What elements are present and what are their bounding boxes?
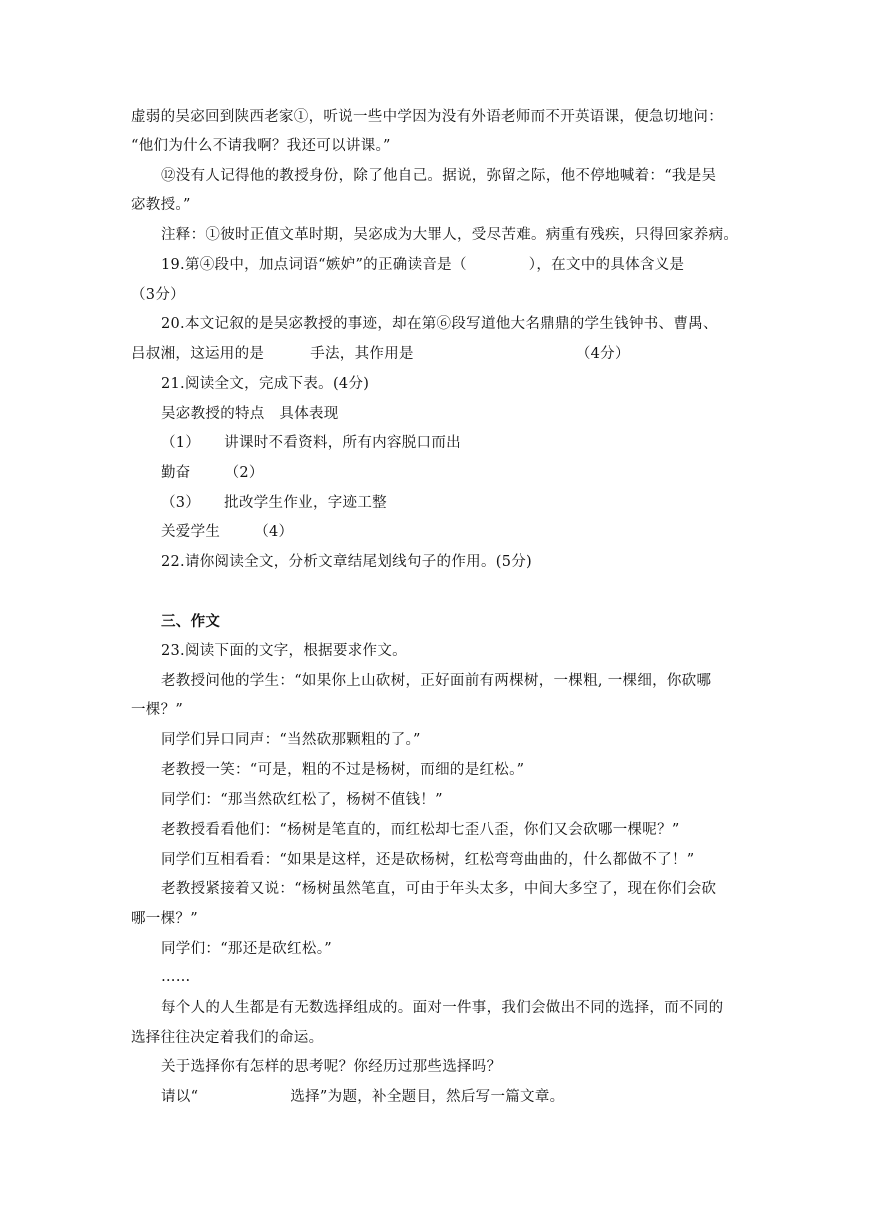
text-line: 选择往往决定着我们的命运。	[131, 1030, 324, 1046]
text-line: 同学们：“那还是砍红松。”	[161, 941, 332, 957]
annotation-note: 注释：①彼时正值文革时期，吴宓成为大罪人，受尽苦难。病重有残疾，只得回家养病。	[161, 227, 739, 243]
table-cell: 讲课时不看资料，所有内容脱口而出	[224, 435, 461, 451]
question-19-part-2: ），在文中的具体含义是	[528, 257, 685, 273]
question-21: 21.阅读全文，完成下表。(4分)	[161, 376, 370, 392]
text-line: ⑫没有人记得他的教授身份，除了他自己。据说，弥留之际，他不停地喊着：“我是吴	[161, 168, 717, 184]
text-line: 每个人的人生都是有无数选择组成的。面对一件事，我们会做出不同的选择，而不同的	[161, 1000, 724, 1016]
text-line: 宓教授。”	[131, 197, 191, 213]
question-19-part-1: 19.第④段中，加点词语“嫉妒”的正确读音是（	[161, 257, 467, 273]
text-line: 关于选择你有怎样的思考呢？你经历过那些选择吗？	[161, 1059, 502, 1075]
table-row	[161, 521, 293, 543]
text-line: 一棵？”	[131, 702, 184, 718]
table-cell: （3）	[161, 495, 201, 511]
question-20-part-3: （4分）	[575, 346, 630, 362]
question-20-cont	[131, 343, 630, 365]
table-cell: 关爱学生	[161, 524, 221, 540]
question-20: 20.本文记叙的是吴宓教授的事迹，却在第⑥段写道他大名鼎鼎的学生钱钟书、曹禺、	[161, 316, 718, 332]
text-line: 同学们异口同声：“当然砍那颗粗的了。”	[161, 732, 421, 748]
essay-prompt	[161, 1086, 564, 1108]
question-20-part-1: 吕叔湘，这运用的是	[131, 346, 265, 362]
text-line: 老教授看看他们：“杨树是笔直的，而红松却七歪八歪，你们又会砍哪一棵呢？”	[161, 822, 680, 838]
question-23: 23.阅读下面的文字，根据要求作文。	[161, 643, 407, 659]
question-20-part-2: 手法，其作用是	[310, 346, 414, 362]
text-line: 老教授问他的学生：“如果你上山砍树，正好面前有两棵树，一棵粗, 一棵细，你砍哪	[161, 673, 712, 689]
text-line: 哪一棵？”	[131, 911, 198, 927]
question-22: 22.请你阅读全文，分析文章结尾划线句子的作用。(5分)	[161, 554, 532, 570]
table-cell: 批改学生作业，字迹工整	[224, 495, 387, 511]
section-heading: 三、作文	[161, 613, 221, 630]
text-line: 老教授一笑：“可是，粗的不过是杨树，而细的是红松。”	[161, 762, 525, 778]
table-row	[161, 462, 264, 484]
table-cell: 勤奋	[161, 465, 191, 481]
table-row	[161, 492, 387, 514]
text-line: （3分）	[131, 287, 185, 303]
text-line: 老教授紧接着又说：“杨树虽然笔直，可由于年头太多，中间大多空了，现在你们会砍	[161, 881, 717, 897]
essay-prompt-part-2: 选择”为题，补全题目，然后写一篇文章。	[290, 1089, 565, 1105]
text-line: 虚弱的吴宓回到陕西老家①，听说一些中学因为没有外语老师而不开英语课，便急切地问：	[131, 109, 723, 125]
essay-prompt-part-1: 请以“	[161, 1089, 199, 1105]
table-cell: （4）	[254, 524, 294, 540]
table-row	[161, 432, 461, 454]
text-line: 同学们互相看看：“如果是这样，还是砍杨树，红松弯弯曲曲的，什么都做不了！”	[161, 852, 695, 868]
table-cell: （2）	[224, 465, 264, 481]
ellipsis: ……	[161, 969, 191, 985]
question-19	[161, 254, 684, 276]
text-line: 同学们：“那当然砍红松了，杨树不值钱！”	[161, 792, 443, 808]
table-cell: （1）	[161, 435, 201, 451]
table-header: 吴宓教授的特点 具体表现	[161, 406, 339, 422]
text-line: “他们为什么不请我啊？我还可以讲课。”	[131, 138, 391, 154]
